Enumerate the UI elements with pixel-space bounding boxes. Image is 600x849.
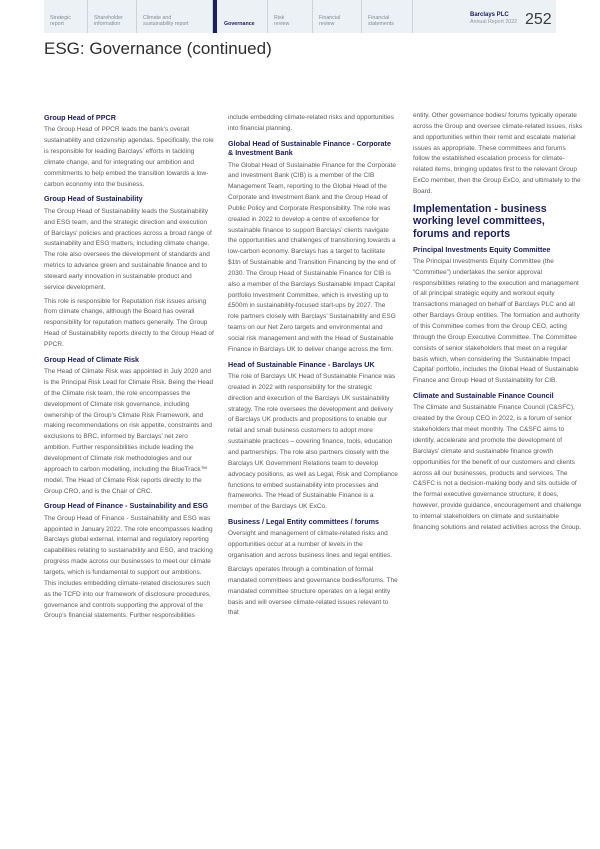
nav-tab-label: Governance [224, 21, 255, 27]
nav-tab-financial-review[interactable] [313, 0, 362, 33]
nav-tab-governance[interactable] [213, 0, 268, 33]
heading-head-sustainable-finance-barclays-uk: Head of Sustainable Finance - Barclays UK [228, 359, 375, 369]
page-title: ESG: Governance (continued) [44, 39, 272, 58]
paragraph: The Head of Climate Risk was appointed in July 2020 and is the Principal Risk Lead for Climate Risk. Being the Head of the Climate risk team, the role encompasses the development of Climate risk governance, including ownership of the Group’s Climate Risk Framework, and making recommendations on risk appetite, constraints and exclusions to BRC, informed by Barclays’ net zero ambition. Further responsibilities include leading the development of Climate risk methodologies and our approach to carbon modelling, including the BlueTrack™ model. The Head of Climate Risk reports directly to the Group CRO, and is the Chair of CRC. [44, 368, 214, 495]
nav-tab-label: Financial [368, 15, 390, 21]
column-1 [44, 113, 214, 625]
nav-tab-label: Financial [319, 15, 341, 21]
heading-group-head-climate-risk: Group Head of Climate Risk [44, 354, 140, 364]
paragraph: entity. Other governance bodies/ forums typically operate across the Group and oversee climate-related issues, risks and opportunities within their remit and escalate material issues as appropriate. These committees and forums follow the established escalation process for climate-related items, bringing updates first to the relevant Group ExCo member, then the Group ExCo, and ultimately to the Board. [413, 112, 583, 195]
paragraph: The role of Barclays UK Head of Sustainable Finance was created in 2022 with responsibility for the strategic direction and execution of the Barclays UK sustainability strategy. The role oversees the development and delivery of Barclays UK products and propositions to enable our retail and small business customers to adopt more sustainable practices – covering finance, tools, education and partnerships. The role also partners closely with the Barclays UK Government Relations team to develop advocacy positions, as well as Legal, Risk and Compliance functions to embed sustainability into processes and frameworks. The Head of Sustainable Finance is a member of the Barclays UK ExCo. [228, 373, 398, 511]
paragraph: The Climate and Sustainable Finance Council (C&SFC), created by the Group CEO in 2022, is a forum of senior stakeholders that meet monthly. The C&SFC aims to identify, accelerate and promote the development of Barclays’ climate and sustainable finance growth opportunities for the benefit of our customers and clients across all our businesses, products and services. The C&SFC is not a decision-making body and sits outside of the formal executive governance structure, it does, however, provide guidance, encouragement and challenge to internal stakeholders on climate and sustainable financing solutions and related activities across the Group. [413, 404, 582, 531]
nav-tab-shareholder-information[interactable] [88, 0, 137, 33]
nav-tab-label: statements [368, 21, 394, 28]
paragraph: The Group Head of Sustainability leads the Sustainability and ESG team, and the strategic direction and execution of Barclays’ policies and practices across a broad range of sustainability and ESG matters, including climate change. The role also oversees the development of standards and metrics to advance green and sustainable finance and to steward early innovation in sustainable product and service development. [44, 207, 212, 291]
report-brand [470, 12, 530, 25]
nav-tab-climate-sustainability-report[interactable] [137, 0, 213, 33]
paragraph: The Group Head of PPCR leads the bank’s overall sustainability and citizenship agendas. Specifically, the role is responsible for leading Barclays’ efforts in tackling climate change, and for integrating our ambition and commitments to help embed the transition towards a low-carbon economy into the business. [44, 126, 214, 188]
brand-subtitle: Annual Report 2022 [470, 19, 518, 25]
heading-group-head-sustainability: Group Head of Sustainability [44, 194, 143, 204]
nav-tab-label: report [50, 21, 64, 28]
paragraph: The Global Head of Sustainable Finance for the Corporate and Investment Bank (CIB) is a member of the CIB Management Team, reporting to the Global Head of the Corporate and Investment Bank and the Group Head of Public Policy and Corporate Responsibility. The role was created in 2022 to develop a centre of excellence for sustainable finance to support Barclays’ clients navigate the opportunities and challenges of transitioning towards a low-carbon economy. Barclays has a target to facilitate $1tn of Sustainable and Transition Financing by the end of 2030. The Group Head of Sustainable Finance for CIB is also a member of the Barclays Sustainable Impact Capital portfolio Investment Committee, which is investing up to £500m in sustainability-focused start-ups by 2027. The role partners closely with Barclays’ Sustainability and ESG teams on our Net Zero targets and environmental and social risk management and with the Head of Sustainable Finance in Barclays UK to deliver change across the firm. [228, 161, 397, 353]
page-number: 252 [525, 11, 552, 28]
nav-tab-label: Risk [274, 15, 285, 21]
nav-tab-label: Climate and [143, 15, 172, 21]
heading-group-head-finance-sustainability: Group Head of Finance - Sustainability and ESG [44, 501, 209, 511]
nav-tab-label: information [94, 21, 121, 28]
nav-tab-financial-statements[interactable] [362, 0, 413, 33]
heading-global-head-sustainable-finance-cib: Global Head of Sustainable Finance - Corporate & Investment Bank [228, 138, 391, 158]
nav-tab-risk-review[interactable] [268, 0, 313, 33]
heading-implementation: Implementation - business working level committees, forums and reports [413, 202, 547, 240]
column-3 [413, 111, 583, 537]
brand-name: Barclays PLC [470, 12, 509, 18]
nav-tab-label: Strategic [50, 15, 71, 21]
nav-tab-label: Shareholder [94, 15, 123, 21]
paragraph: The Principal Investments Equity Committee (the “Committee”) undertakes the senior approval responsibilities relating to the execution and management of all principal strategic equity and workout equity transactions managed on behalf of Barclays PLC and all other Barclays Group entities. The formation and authority of this Committee comes from the Group CEO, acting through the Group Executive Committee. The Committee consists of senior stakeholders that meet on a regular basis which, when considering the ‘Sustainable Impact Capital’ portfolio, includes the Global Head of Sustainable Finance and Group Head of Sustainability for CIB. [413, 257, 580, 385]
heading-business-legal-entity-committees: Business / Legal Entity committees / forums [228, 517, 379, 527]
nav-tab-label: review [274, 21, 290, 28]
paragraph: This role is responsible for Reputation risk issues arising from climate change, although the Board has overall responsibility for reputation matters generally. The Group Head of Sustainability reports directly to the Group Head of PPCR. [44, 297, 214, 348]
nav-tab-label: review [319, 21, 335, 28]
column-2 [228, 113, 398, 622]
paragraph: Oversight and management of climate-related risks and opportunities occur at a number of levels in the organisation and across business lines and legal entities. [228, 530, 393, 560]
heading-principal-investments-equity-committee: Principal Investments Equity Committee [413, 244, 551, 254]
paragraph: include embedding climate-related risks and opportunities into financial planning. [228, 114, 394, 132]
nav-tab-label: sustainability report [143, 21, 189, 28]
heading-climate-sustainable-finance-council: Climate and Sustainable Finance Council [413, 391, 554, 401]
nav-tab-strategic-report[interactable] [44, 0, 88, 33]
paragraph: The Group Head of Finance - Sustainability and ESG was appointed in January 2022. The role encompasses leading Barclays global external, internal and regulatory reporting capabilities relating to sustainability and ESG, and tracking progress made across our businesses to meet our climate targets, which is fundamental to support our ambitions. This includes embedding climate-related disclosures such as the TCFD into our framework of disclosure procedures, governance and controls supporting the approval of the Group’s financial statements. Further responsibilities [44, 514, 213, 620]
paragraph: Barclays operates through a combination of formal mandated committees and governance bodies/forums. The mandated committee structure operates on a legal entity basis and will oversee climate-related issues relevant to that [228, 566, 398, 617]
heading-group-head-ppcr: Group Head of PPCR [44, 113, 116, 122]
